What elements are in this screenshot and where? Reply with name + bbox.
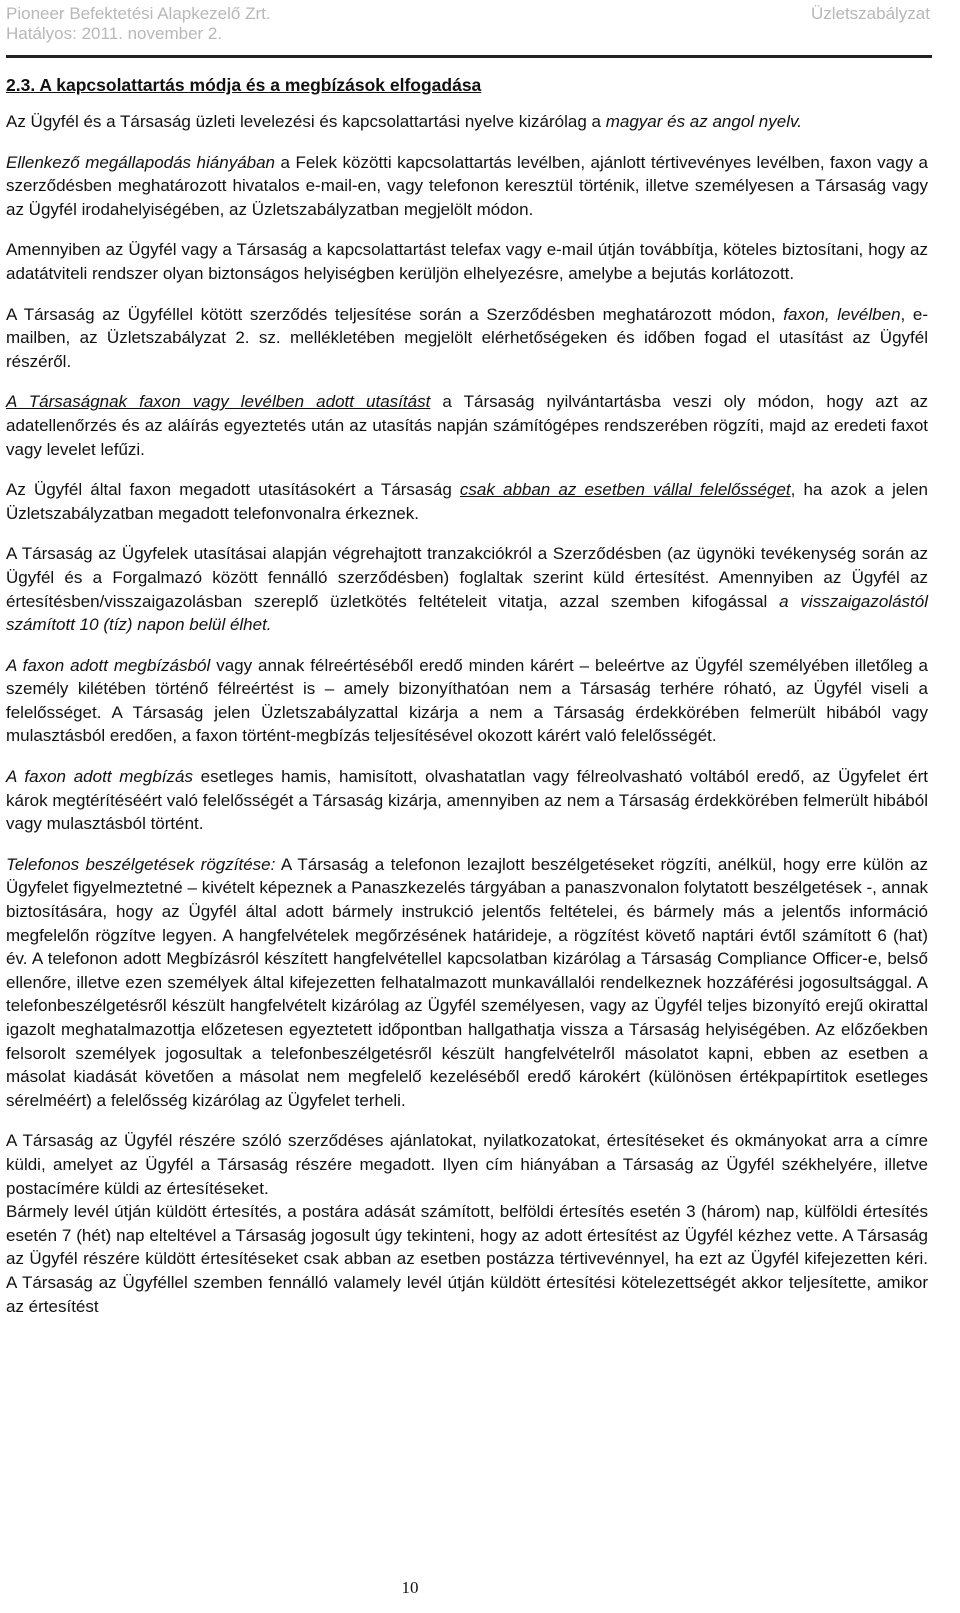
paragraph-fax-misunderstanding: A faxon adott megbízásból vagy annak félreértéséből eredő minden kárért – beleértve az Ügyfél személyében illetőleg a személy kilétében történő félreértést is – amely bizonyíthatóan nem a Társaság terhére róható, az Ügyfél viseli a felelősséget. A Társaság jelen Üzletszabályzattal kizárja a nem a Társaság érdekkörében felmerült hibából vagy mulasztásból eredően, a faxon történt-megbízás teljesítésével okozott kárért való felelősségét.: [6, 655, 928, 746]
italic-text: A faxon adott megbízás: [6, 767, 193, 787]
section-heading: 2.3. A kapcsolattartás módja és a megbízások elfogadása: [6, 75, 482, 95]
italic-text: A faxon adott megbízásból: [6, 655, 211, 675]
paragraph-contact-methods: Ellenkező megállapodás hiányában a Felek közötti kapcsolattartás levélben, ajánlott tértivevényes levélben, faxon vagy a szerződésben meghatározott hivatalos e-mail-en, vagy telefonon keresztül történik, illetve személyesen a Társaság vagy az Ügyfél irodahelyiségében, az Üzletszabályzatban megjelölt módon.: [6, 152, 928, 219]
paragraph-transaction-notice: A Társaság az Ügyfelek utasításai alapján végrehajtott tranzakciókról a Szerződésben (az ügynöki tevékenység során az Ügyfél és a Forgalmazó között fennálló szerződésben) foglaltak szerint küld értesítést. Amennyiben az Ügyfél az értesítésben/visszaigazolásban szereplő üzletkötés feltételeit vitatja, azzal szemben kifogással a visszaigazolástól számított 10 (tíz) napon belül élhet.: [6, 544, 928, 635]
paragraph-fax-forgery: A faxon adott megbízás esetleges hamis, hamisított, olvashatatlan vagy félreolvasható voltából eredő, az Ügyfelet ért károk megtérítéséért való felelősségét a Társaság kizárja, amennyiben az nem a Társaság érdekkörében felmerült hibából vagy mulasztásból történt.: [6, 767, 929, 834]
paragraph-instruction-receipt: A Társaság az Ügyféllel kötött szerződés teljesítése során a Szerződésben meghatározott módon, faxon, levélben, e-mailben, az Üzletszabályzat 2. sz. mellékletében megjelölt elérhetőségeken és időben fogad el utasítást az Ügyfél részéről.: [6, 304, 928, 371]
italic-text: magyar és az angol nyelv.: [605, 112, 802, 131]
document-title: Üzletszabályzat: [810, 4, 930, 23]
effective-date: Hatályos: 2011. november 2.: [6, 24, 223, 43]
italic-text: faxon, levélben: [783, 304, 901, 324]
italic-text: a visszaigazolástól számított 10 (tíz) napon belül élhet.: [6, 591, 928, 635]
paragraph-language: Az Ügyfél és a Társaság üzleti levelezési és kapcsolattartási nyelve kizárólag a magyar és az angol nyelv.: [6, 112, 802, 131]
header-left: [6, 4, 271, 44]
section-body: [6, 110, 928, 1318]
page-header: [6, 0, 928, 58]
paragraph-fax-registration: A Társaságnak faxon vagy levélben adott utasítást a Társaság nyilvántartásba veszi oly módon, hogy azt az adatellenőrzés és az aláírás egyeztetés után az utasítás napján számítógépes rendszerében rögzíti, majd az eredeti faxot vagy levelet lefűzi.: [6, 392, 928, 459]
italic-text: Ellenkező megállapodás hiányában: [6, 152, 276, 172]
paragraph-data-transfer: Amennyiben az Ügyfél vagy a Társaság a kapcsolattartást telefax vagy e-mail útján továbbítja, köteles biztosítani, hogy az adatátviteli rendszer olyan biztonságos helyiségben kerüljön elhelyezésre, amelybe a bejutás korlátozott.: [6, 240, 928, 283]
page-number: 10: [401, 1578, 419, 1597]
italic-text: Telefonos beszélgetések rögzítése:: [6, 854, 276, 874]
paragraph-fax-liability: Az Ügyfél által faxon megadott utasításokért a Társaság csak abban az esetben vállal felelősséget, ha azok a jelen Üzletszabályzatban megadott telefonvonalra érkeznek.: [6, 480, 929, 523]
paragraph-phone-recording: Telefonos beszélgetések rögzítése: A Társaság a telefonon lezajlott beszélgetéseket rögzíti, anélkül, hogy erre külön az Ügyfelet figyelmeztetné – kivételt képeznek a Panaszkezelés tárgyában a panaszvonalon folytatott beszélgetések -, annak biztosítására, hogy az Ügyfél által adott bármely instrukció jelentős feltételei, és bármely más a jelentős információ megfelelőn rögzítve legyen. A hangfelvételek megőrzésének határideje, a rögzítést követő naptári évtől számított 6 (hat) év. A telefonon adott Megbízásról készített hangfelvétellel kapcsolatban kizárólag a Társaság Compliance Officer-e, belső ellenőre, illetve ezen személyek által kifejezetten felhatalmazott munkavállalói rendelkeznek hozzáférési jogosultsággal. A telefonbeszélgetésről készült hangfelvételt kizárólag az Ügyfél személyesen, vagy az Ügyfél teljes bizonyító erejű okirattal igazolt meghatalmazottja előzetesen egyeztetett időpontban hallgathatja vissza a Társaság helyiségében. Az előzőekben felsorolt személyek jogosultak a telefonbeszélgetésről készült hangfelvételről másolatot kapni, ebben az esetben a másolat kiadását követően a másolat nem megfelelő kezeléséből eredő károkért (különösen értékpapírtitok esetleges sérelméért) a felelősség kizárólag az Ügyfelet terheli.: [6, 854, 929, 1110]
italic-underlined-text: csak abban az esetben vállal felelősséget: [459, 480, 791, 500]
paragraph-mail-delivery: Bármely levél útján küldött értesítés, a postára adását számított, belföldi értesítés esetén 3 (három) nap, külföldi értesítés esetén 7 (hét) nap elteltével a Társaság jogosult úgy tekinteni, hogy az adott értesítést az Ügyfél kézhez vette. A Társaság az Ügyfél részére küldött értesítéseket csak abban az esetben postázza tértivevénnyel, ha ezt az Ügyfél kifejezetten kéri. A Társaság az Ügyféllel szemben fennálló valamely levél útján küldött értesítési kötelezettségét akkor teljesítette, amikor az értesítést: [6, 1202, 928, 1316]
document-page: [6, 0, 928, 1335]
company-name: Pioneer Befektetési Alapkezelő Zrt.: [6, 4, 271, 23]
header-rule: [6, 55, 932, 58]
paragraph-mailing-address: A Társaság az Ügyfél részére szóló szerződéses ajánlatokat, nyilatkozatokat, értesítéseket és okmányokat arra a címre küldi, amelyet az Ügyfél a Társaság részére megadott. Ilyen cím hiányában a Társaság az Ügyfél székhelyére, illetve postacímére küldi az értesítéseket.: [6, 1131, 928, 1198]
italic-underlined-text: A Társaságnak faxon vagy levélben adott utasítást: [6, 392, 431, 412]
